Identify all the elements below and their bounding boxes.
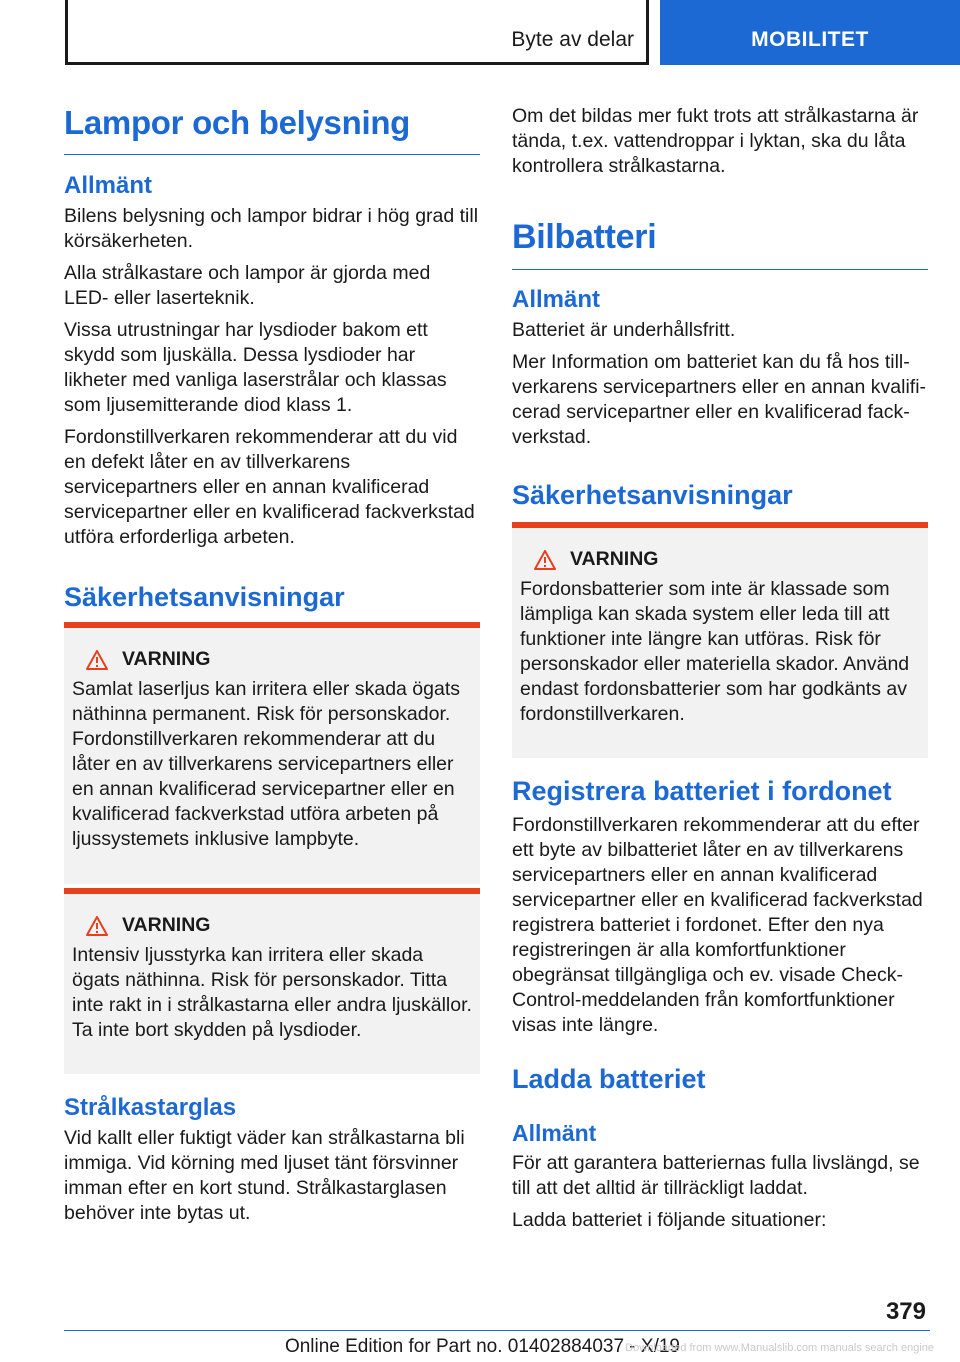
general-heading: Allmänt (512, 1120, 597, 1146)
warning-title: VARNING (122, 648, 211, 670)
warning-title: VARNING (122, 914, 211, 936)
paragraph: Fordonstillverkaren rekommenderar att du vid en defekt låter en av tillverkarens servicepartners eller en annan kvalificerad servicepartner eller en kvalificerad fackverkstad utföra erforderliga arbeten. (64, 426, 475, 548)
page-number: 379 (885, 1298, 926, 1325)
safety-heading: Säkerhetsanvisningar (64, 582, 345, 612)
paragraph: Vid kallt eller fuktigt väder kan strålkastarna bli immiga. Vid körning med ljuset tänt försvinner imman efter en kort stund. Strålkastarglasen behöver inte bytas ut. (64, 1127, 465, 1224)
general-heading: Allmänt (64, 172, 153, 199)
paragraph: Batteriet är underhållsfritt. (512, 319, 736, 341)
paragraph: Alla strålkastare och lampor är gjorda med LED- eller laserteknik. (64, 262, 431, 309)
safety-heading: Säkerhetsanvisningar (512, 480, 793, 510)
warning-title: VARNING (570, 548, 659, 570)
section-title-lamps: Lampor och belysning (64, 104, 480, 155)
warning-text: Samlat laserljus kan irritera eller skada ögats näthinna permanent. Risk för personskador. Fordonstillverkaren rekommenderar att du låter en av tillverkarens servicepartners eller en annan kvalificerad servicepartner eller en kvalificerad fackverkstad utföra arbeten på ljussystemets inklusive lampbyte. (72, 678, 461, 850)
paragraph: Om det bildas mer fukt trots att strålkastarna är tända, t.ex. vattendroppar i lyktan, ska du låta kontrollera strålkastarna. (512, 105, 919, 177)
footer-rule (64, 1330, 930, 1331)
glass-section (64, 1094, 480, 1233)
warning-text: Intensiv ljusstyrka kan irritera eller skada ögats näthinna. Risk för personskador. Titta inte rakt in i strålkastarna eller andra ljuskällor. Ta inte bort skydden på lysdioder. (72, 944, 472, 1041)
paragraph: Bilens belysning och lampor bidrar i hög grad till körsäkerheten. (64, 205, 479, 252)
warning-box (64, 888, 480, 1074)
warning-text: Fordonsbatterier som inte är klassade som lämpliga kan skada system eller leda till att funktioner inte längre kan utföras. Risk för personskador eller materiella skador. Använd endast fordonsbatterier som har godkänts av fordonstillverkaren. (520, 578, 910, 725)
register-section (512, 776, 928, 1045)
paragraph: Mer Information om batteriet kan du få hos tillverkarens servicepartners eller en annan kvalificerad servicepartner eller en kvalificerad fackverkstad. (512, 351, 927, 448)
header-chapter-tab: MOBILITET (660, 0, 960, 65)
footer-edition: Online Edition for Part no. 01402884037 - X/19 (284, 1336, 680, 1357)
paragraph: För att garantera batteriernas fulla livslängd, se till att det alltid är tillräckligt laddat. (512, 1152, 920, 1199)
register-heading: Registrera batteriet i fordonet (512, 776, 892, 806)
lamps-general (64, 172, 480, 557)
section-title-battery: Bilbatteri (512, 218, 928, 270)
warning-triangle-icon (534, 550, 556, 570)
warning-triangle-icon (86, 650, 108, 670)
warning-triangle-icon (86, 916, 108, 936)
glass-heading: Strålkastarglas (64, 1094, 237, 1121)
paragraph: Fordonstillverkaren rekommenderar att du efter ett byte av bilbatteriet låter en av tillverkarens servicepartners eller en annan kvalificerad servicepartner eller en kvalificerad fackverkstad registrera batteriet i fordonet. Efter den nya registreringen är alla komfortfunktioner obegränsat tillgängliga och ev. visade Check-Control-meddelanden från komfortfunktioner visas inte längre. (512, 814, 923, 1036)
paragraph: Vissa utrustningar har lysdioder bakom ett skydd som ljuskälla. Dessa lysdioder har likheter med vanliga laserstrålar och klassas som ljusemitterande diod klass 1. (64, 319, 447, 416)
header-divider (646, 0, 649, 64)
warning-box (64, 622, 480, 884)
header-bottom-rule (65, 62, 649, 65)
general-heading: Allmänt (512, 286, 601, 313)
charge-general (512, 1120, 928, 1240)
charge-heading: Ladda batteriet (512, 1064, 706, 1094)
warning-box (512, 522, 928, 758)
header-left-rule (65, 0, 68, 64)
footer-watermark: Downloaded from www.Manualslib.com manuals search engine (625, 1342, 934, 1354)
battery-general (512, 286, 928, 457)
header-section-label: Byte av delar (511, 28, 634, 51)
paragraph: Ladda batteriet i följande situationer: (512, 1209, 827, 1231)
